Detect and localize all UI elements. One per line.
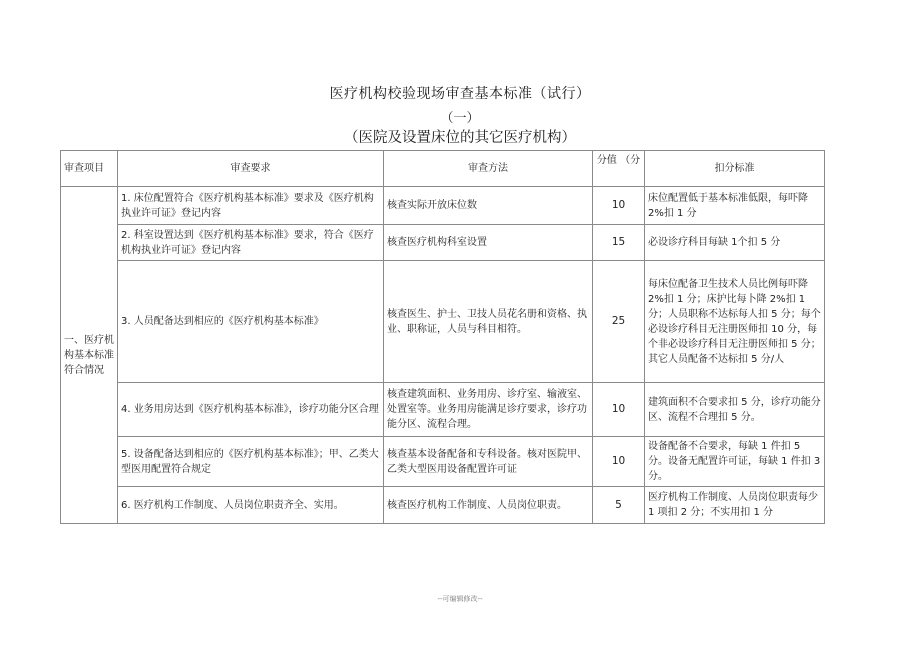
deduction-cell: 床位配置低于基本标准低限，每吓降 2%扣 1 分 bbox=[645, 187, 825, 225]
deduction-cell: 每床位配备卫生技术人员比例每吓降 2%扣 1 分；床护比每卜降 2%扣 1 分；人员职称不达标每人扣 5 分；每个必设诊疗科目无注册医师扣 10 分，每个非必设诊疗科目无注册医师扣 5 分；其它人员配备不达标扣 5 分/人 bbox=[645, 261, 825, 383]
table-header-row bbox=[61, 151, 825, 187]
method-cell: 核查医疗机构工作制度、人员岗位职责。 bbox=[384, 487, 593, 524]
score-cell: 10 bbox=[593, 437, 645, 487]
score-cell: 5 bbox=[593, 487, 645, 524]
method-cell: 核查医生、护士、卫技人员花名册和资格、执业、职称证，人员与科目相符。 bbox=[384, 261, 593, 383]
requirement-cell: 6. 医疗机构工作制度、人员岗位职责齐全、实用。 bbox=[118, 487, 384, 524]
table-row bbox=[61, 487, 825, 524]
header-requirement: 审查要求 bbox=[118, 151, 384, 187]
header-item: 审查项目 bbox=[61, 151, 118, 187]
header-deduction: 扣分标准 bbox=[645, 151, 825, 187]
score-cell: 10 bbox=[593, 187, 645, 225]
score-cell: 25 bbox=[593, 261, 645, 383]
table-row bbox=[61, 187, 825, 225]
review-standards-table bbox=[60, 150, 825, 524]
table-row bbox=[61, 225, 825, 261]
header-method: 审查方法 bbox=[384, 151, 593, 187]
deduction-cell: 建筑面积不合要求扣 5 分，诊疗功能分区、流程不合理扣 5 分。 bbox=[645, 383, 825, 437]
section-number: （一） bbox=[440, 111, 480, 126]
requirement-cell: 5. 设备配备达到相应的《医疗机构基本标准》；甲、乙类大型医用配置符合规定 bbox=[118, 437, 384, 487]
method-cell: 核查实际开放床位数 bbox=[384, 187, 593, 225]
table-row bbox=[61, 261, 825, 383]
score-cell: 15 bbox=[593, 225, 645, 261]
table-row bbox=[61, 437, 825, 487]
requirement-cell: 3. 人员配备达到相应的《医疗机构基本标准》 bbox=[118, 261, 384, 383]
document-subtitle: （医院及设置床位的其它医疗机构） bbox=[344, 130, 576, 146]
page-footer: --可编辑修改-- bbox=[437, 595, 483, 603]
deduction-cell: 设备配备不合要求，每缺 1 件扣 5 分。设备无配置许可证，每缺 1 件扣 3 分。 bbox=[645, 437, 825, 487]
requirement-cell: 4. 业务用房达到《医疗机构基本标准》，诊疗功能分区合理 bbox=[118, 383, 384, 437]
category-cell: 一、医疗机构基本标准符合情况 bbox=[61, 187, 118, 524]
method-cell: 核查医疗机构科室设置 bbox=[384, 225, 593, 261]
method-cell: 核查建筑面积、业务用房、诊疗室、输液室、处置室等。业务用房能满足诊疗要求，诊疗功能分区、流程合理。 bbox=[384, 383, 593, 437]
table-row bbox=[61, 383, 825, 437]
deduction-cell: 必设诊疗科目每缺 1个扣 5 分 bbox=[645, 225, 825, 261]
requirement-cell: 1. 床位配置符合《医疗机构基本标准》要求及《医疗机构执业许可证》登记内容 bbox=[118, 187, 384, 225]
document-title: 医疗机构校验现场审查基本标准（试行） bbox=[329, 86, 591, 102]
header-score: 分值 （分 bbox=[593, 151, 645, 187]
deduction-cell: 医疗机构工作制度、人员岗位职责每少 1 项扣 2 分；不实用扣 1 分 bbox=[645, 487, 825, 524]
score-cell: 10 bbox=[593, 383, 645, 437]
method-cell: 核查基本设备配备和专科设备。核对医院甲、乙类大型医用设备配置许可证 bbox=[384, 437, 593, 487]
requirement-cell: 2. 科室设置达到《医疗机构基本标准》要求，符合《医疗机构执业许可证》登记内容 bbox=[118, 225, 384, 261]
